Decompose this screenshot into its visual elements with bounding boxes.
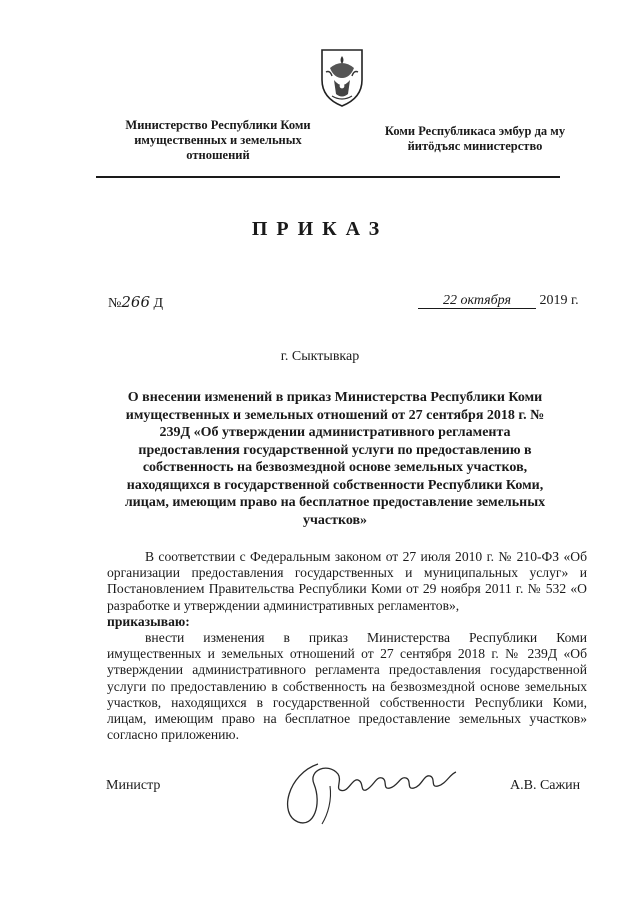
order-number-suffix: Д xyxy=(153,296,164,311)
preamble-paragraph: В соответствии с Федеральным законом от 27 июля 2010 г. № 210-ФЗ «Об организации предоставления государственных и муниципальных услуг» и Постановлением Правительства Республики Коми от 29 ноября 2011 г. № 532 «О разработке и утверждении административных регламентов», xyxy=(107,549,587,613)
handwritten-signature-icon xyxy=(278,744,468,834)
order-subject: О внесении изменений в приказ Министерства Республики Коми имущественных и земельных отношений от 27 сентября 2018 г. № 239Д «Об утверждении административного регламента предоставления государственной услуги по предоставлению в собственность на безвозмездной основе земельных участков, находящихся в государственной собственности Республики Коми, лицам, имеющим право на бесплатное предоставление земельных участков» xyxy=(124,390,546,528)
order-date xyxy=(418,293,588,309)
order-number-prefix: № xyxy=(108,296,122,311)
document-title: ПРИКАЗ xyxy=(251,218,389,240)
city: г. Сыктывкар xyxy=(280,349,360,364)
clause-paragraph: внести изменения в приказ Министерства Республики Коми имущественных и земельных отношений от 27 сентября 2018 г. № 239Д «Об утверждении административного регламента предоставления государственной услуги по предоставлению в собственность на безвозмездной основе земельных участков, находящихся в государственной собственности Республики Коми, лицам, имеющим право на бесплатное предоставление земельных участков» согласно приложению. xyxy=(107,630,587,743)
signatory-name: А.В. Сажин xyxy=(510,778,581,793)
header-divider xyxy=(96,176,560,178)
order-number-handwritten: 266 xyxy=(121,293,150,311)
orders-word: приказываю: xyxy=(107,613,190,629)
order-number xyxy=(108,293,163,312)
signatory-position: Министр xyxy=(106,778,161,793)
organization-name-russian: Министерство Республики Коми имущественных и земельных отношений xyxy=(125,118,311,162)
komi-coat-of-arms-icon xyxy=(318,46,366,108)
order-date-handwritten: 22 октября xyxy=(418,293,536,309)
order-body xyxy=(107,549,587,743)
organization-name-komi: Коми Республикаса эмбур да му йитӧдъяс министерство xyxy=(384,124,566,153)
order-date-year: 2019 г. xyxy=(539,293,579,308)
